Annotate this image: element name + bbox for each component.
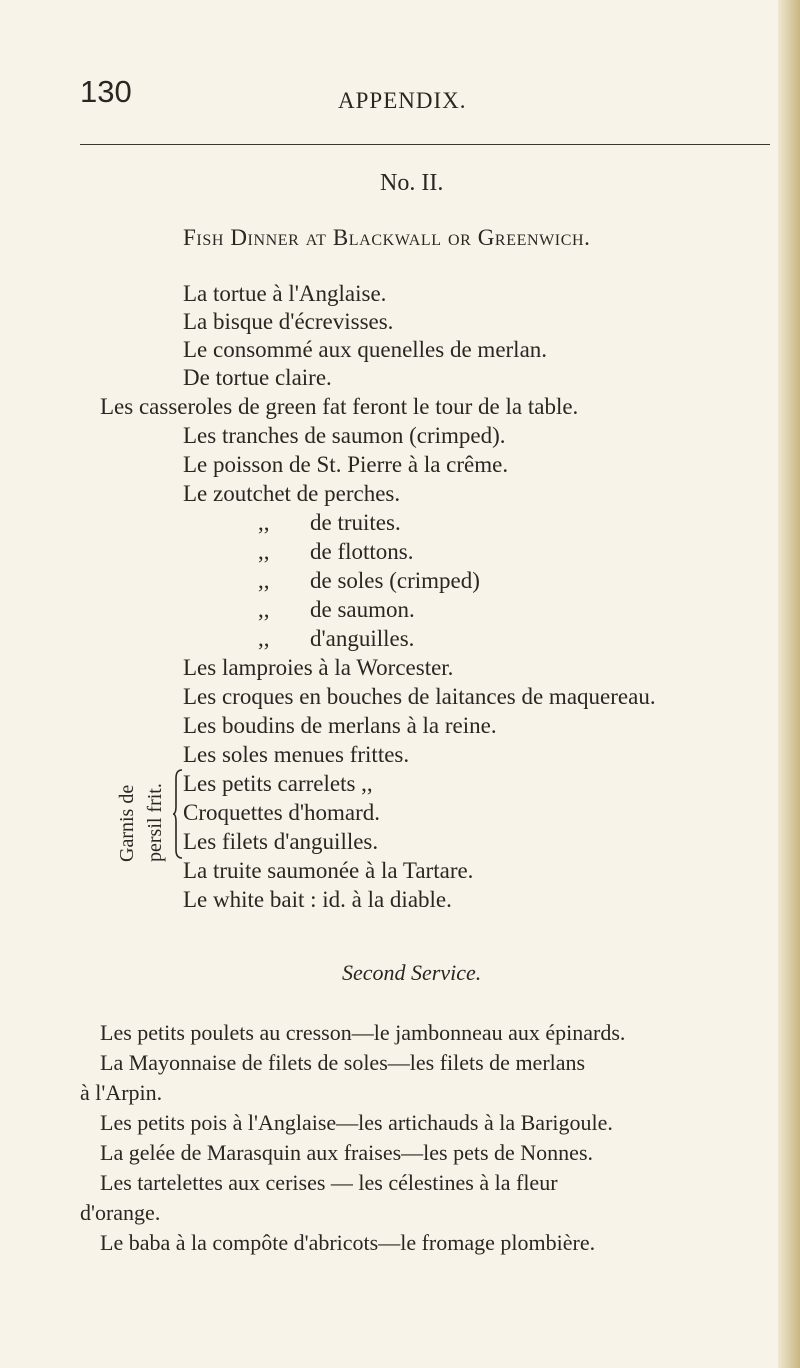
menu-line: Le baba à la compôte d'abricots—le fromage plombière. [100, 1230, 596, 1255]
ditto-line [258, 568, 480, 594]
menu-line: De tortue claire. [183, 365, 332, 390]
menu-line: Le consommé aux quenelles de merlan. [183, 337, 548, 362]
menu-line: Les petits pois à l'Anglaise—les artichauds à la Barigoule. [100, 1110, 613, 1135]
menu-line: Les tartelettes aux cerises — les célestines à la fleur [100, 1170, 558, 1195]
second-service-title: Second Service. [342, 960, 482, 985]
section-title: Fish Dinner at Blackwall or Greenwich. [183, 225, 591, 250]
menu-line: Les casseroles de green fat feront le tour de la table. [100, 394, 579, 419]
ditto-mark: ,, [258, 510, 270, 535]
menu-line: Les tranches de saumon (crimped). [183, 423, 506, 448]
ditto-text: de truites. [310, 510, 401, 535]
menu-line: La tortue à l'Anglaise. [183, 281, 387, 306]
menu-line: Le zoutchet de perches. [183, 481, 401, 506]
ditto-mark: ,, [258, 597, 270, 622]
menu-line: Croquettes d'homard. [183, 800, 381, 825]
section-number: No. II. [380, 170, 444, 196]
menu-line: Le poisson de St. Pierre à la crême. [183, 452, 509, 477]
ditto-mark: ,, [258, 626, 270, 651]
menu-line: Les filets d'anguilles. [183, 829, 379, 854]
menu-line: Les petits poulets au cresson—le jambonneau aux épinards. [100, 1020, 626, 1045]
menu-line: Les soles menues frittes. [183, 742, 410, 767]
page-number: 130 [80, 74, 132, 109]
menu-line: La Mayonnaise de filets de soles—les filets de merlans [100, 1050, 586, 1075]
menu-line: Les lamproies à la Worcester. [183, 655, 454, 680]
running-title: APPENDIX. [338, 88, 467, 113]
ditto-text: de saumon. [310, 597, 415, 622]
side-note-line-2: persil frit. [144, 783, 166, 862]
menu-line: à l'Arpin. [80, 1080, 163, 1105]
ditto-line [258, 539, 414, 565]
menu-line: Le white bait : id. à la diable. [183, 887, 452, 912]
ditto-text: de flottons. [310, 539, 414, 564]
ditto-text: de soles (crimped) [310, 568, 480, 593]
ditto-mark: ,, [258, 568, 270, 593]
menu-line: Les boudins de merlans à la reine. [183, 713, 497, 738]
ditto-text: d'anguilles. [310, 626, 415, 651]
ditto-line [258, 597, 415, 623]
menu-line: La bisque d'écrevisses. [183, 309, 394, 334]
side-note-line-1: Garnis de [116, 784, 138, 862]
header-rule [80, 144, 770, 145]
ditto-line [258, 510, 401, 536]
menu-line: d'orange. [80, 1200, 161, 1225]
brace-bracket [173, 768, 183, 860]
menu-line: Les petits carrelets ,, [183, 771, 373, 796]
menu-line: La gelée de Marasquin aux fraises—les pets de Nonnes. [100, 1140, 594, 1165]
menu-line: La truite saumonée à la Tartare. [183, 858, 474, 883]
ditto-mark: ,, [258, 539, 270, 564]
menu-line: Les croques en bouches de laitances de maquereau. [183, 684, 656, 709]
page-edge [778, 0, 800, 1368]
ditto-line [258, 626, 414, 652]
